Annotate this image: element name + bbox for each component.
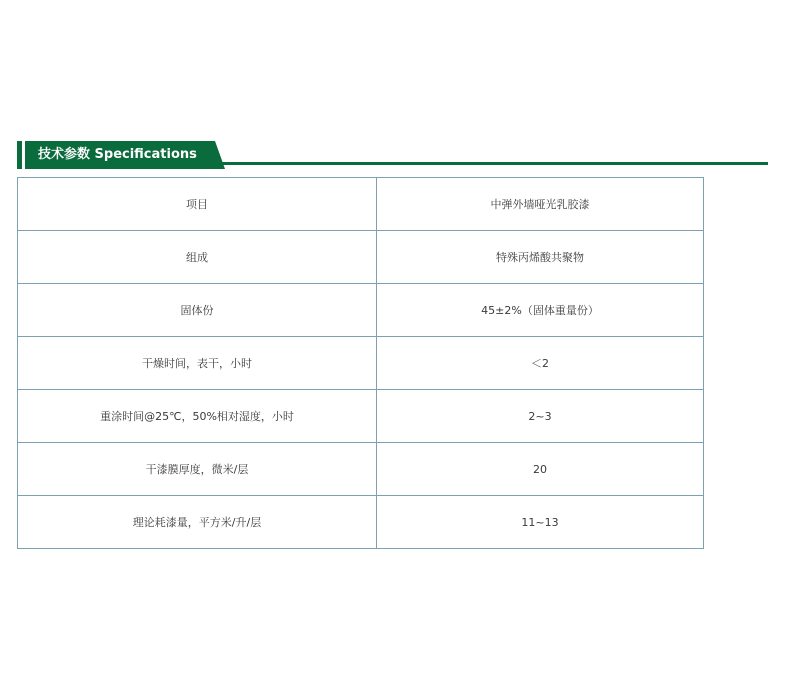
row-value: 20 bbox=[377, 443, 704, 496]
table-row bbox=[18, 496, 704, 549]
table-row bbox=[18, 390, 704, 443]
row-label: 项目 bbox=[18, 178, 377, 231]
table-row bbox=[18, 284, 704, 337]
table-row bbox=[18, 443, 704, 496]
section-header bbox=[17, 141, 768, 169]
table-row bbox=[18, 231, 704, 284]
row-label: 固体份 bbox=[18, 284, 377, 337]
row-label: 组成 bbox=[18, 231, 377, 284]
header-divider-line bbox=[217, 162, 768, 165]
row-label: 理论耗漆量，平方米/升/层 bbox=[18, 496, 377, 549]
row-value: 特殊丙烯酸共聚物 bbox=[377, 231, 704, 284]
row-label: 干燥时间，表干，小时 bbox=[18, 337, 377, 390]
row-label: 重涂时间@25℃，50%相对湿度，小时 bbox=[18, 390, 377, 443]
header-accent-bar bbox=[17, 141, 22, 169]
row-value: 11~13 bbox=[377, 496, 704, 549]
row-label: 干漆膜厚度，微米/层 bbox=[18, 443, 377, 496]
table-row bbox=[18, 337, 704, 390]
row-value: 45±2%（固体重量份） bbox=[377, 284, 704, 337]
section-title: 技术参数 Specifications bbox=[38, 147, 197, 162]
row-value: 2~3 bbox=[377, 390, 704, 443]
table-row bbox=[18, 178, 704, 231]
row-value: 中弹外墙哑光乳胶漆 bbox=[377, 178, 704, 231]
specifications-table bbox=[17, 177, 704, 549]
row-value: ＜2 bbox=[377, 337, 704, 390]
